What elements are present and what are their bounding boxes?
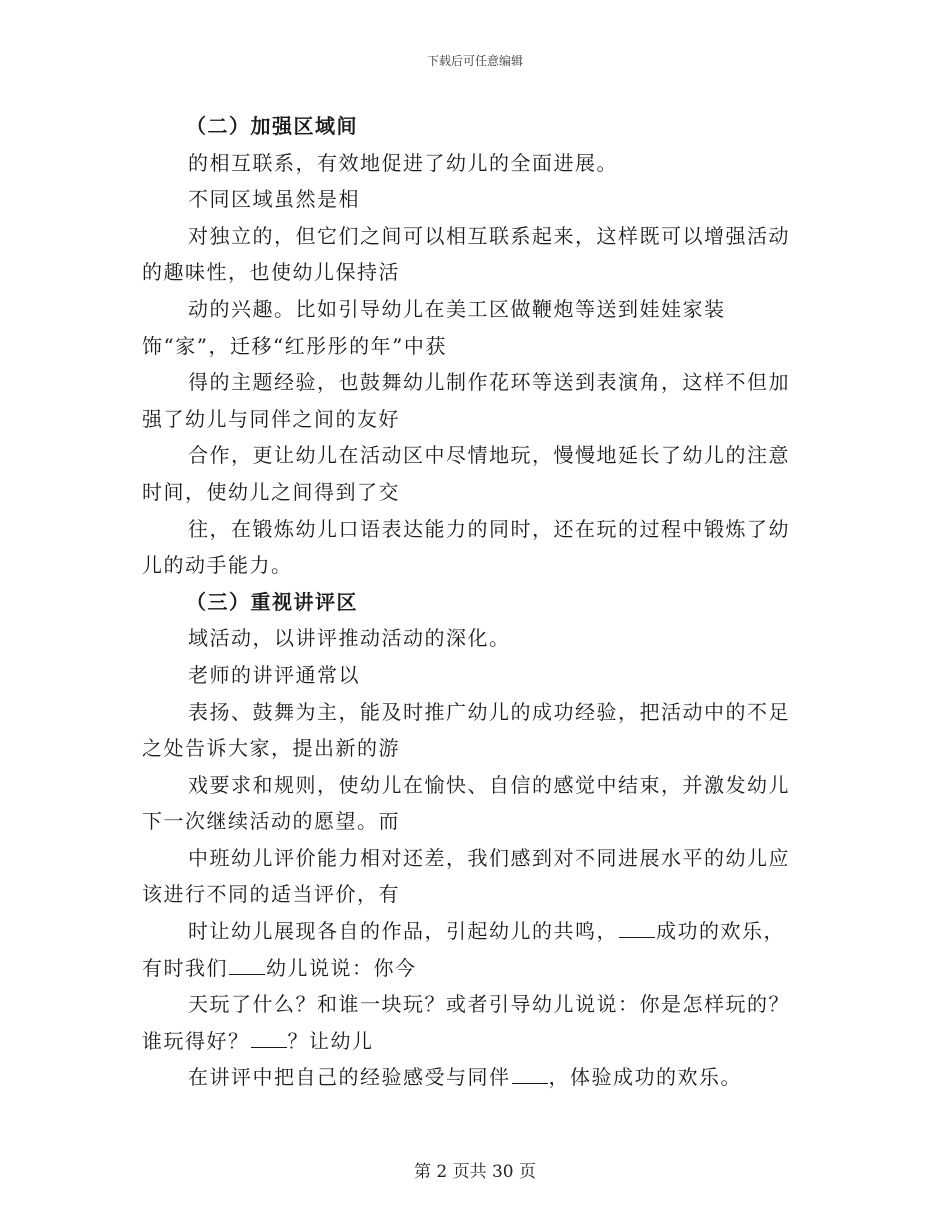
fill-in-blank [229, 956, 265, 975]
paragraph-line: 不同区域虽然是相 [188, 187, 360, 212]
section-heading: （三）重视讲评区 [186, 589, 358, 614]
paragraph-line: 往，在锻炼幼儿口语表达能力的同时，还在玩的过程中锻炼了幼儿的动手能力。 [142, 516, 790, 578]
fill-in-blank [619, 919, 655, 938]
text-segment: ，体验成功的欢乐。 [548, 1065, 742, 1090]
paragraph-line: 戏要求和规则，使幼儿在愉快、自信的感觉中结束，并激发幼儿下一次继续活动的愿望。而 [142, 772, 790, 834]
page-footer: 第 2 页共 30 页 [413, 1162, 537, 1182]
section-heading: （二）加强区域间 [186, 114, 358, 138]
text-segment: ？让幼儿 [287, 1028, 374, 1053]
text-segment: 在讲评中把自己的经验感受与同伴 [188, 1065, 511, 1090]
paragraph-line-with-blanks [142, 913, 802, 986]
text-segment: 成功的欢乐，有时我们 [142, 919, 785, 980]
fill-in-blank [512, 1065, 548, 1084]
paragraph-line-with-blanks [142, 986, 802, 1059]
fill-in-blank [251, 1029, 287, 1048]
paragraph-line: 老师的讲评通常以 [188, 662, 360, 687]
paragraph-line-with-blanks [142, 1059, 802, 1096]
document-body [142, 108, 802, 1096]
paragraph-line: 对独立的，但它们之间可以相互联系起来，这样既可以增强活动的趣味性，也使幼儿保持活 [142, 223, 790, 285]
text-segment: 幼儿说说：你今 [266, 955, 417, 980]
paragraph-line: 的相互联系，有效地促进了幼儿的全面进展。 [188, 150, 618, 175]
text-segment: 天玩了什么？和谁一块玩？或者引导幼儿说说：你是怎样玩的？谁玩得好？ [142, 992, 790, 1053]
paragraph-line: 动的兴趣。比如引导幼儿在美工区做鞭炮等送到娃娃家装饰“家”，迁移“红彤彤的年”中获 [142, 296, 726, 358]
paragraph-line: 中班幼儿评价能力相对还差，我们感到对不同进展水平的幼儿应该进行不同的适当评价，有 [142, 845, 790, 907]
paragraph-line: 域活动，以讲评推动活动的深化。 [188, 626, 511, 651]
paragraph-line: 得的主题经验，也鼓舞幼儿制作花环等送到表演角，这样不但加强了幼儿与同伴之间的友好 [142, 370, 790, 431]
paragraph-line: 合作，更让幼儿在活动区中尽情地玩，慢慢地延长了幼儿的注意时间，使幼儿之间得到了交 [142, 443, 790, 504]
page-header: 下载后可任意编辑 [426, 54, 523, 68]
text-segment: 时让幼儿展现各自的作品，引起幼儿的共鸣， [188, 919, 618, 944]
paragraph-line: 表扬、鼓舞为主，能及时推广幼儿的成功经验，把活动中的不足之处告诉大家，提出新的游 [142, 699, 790, 761]
